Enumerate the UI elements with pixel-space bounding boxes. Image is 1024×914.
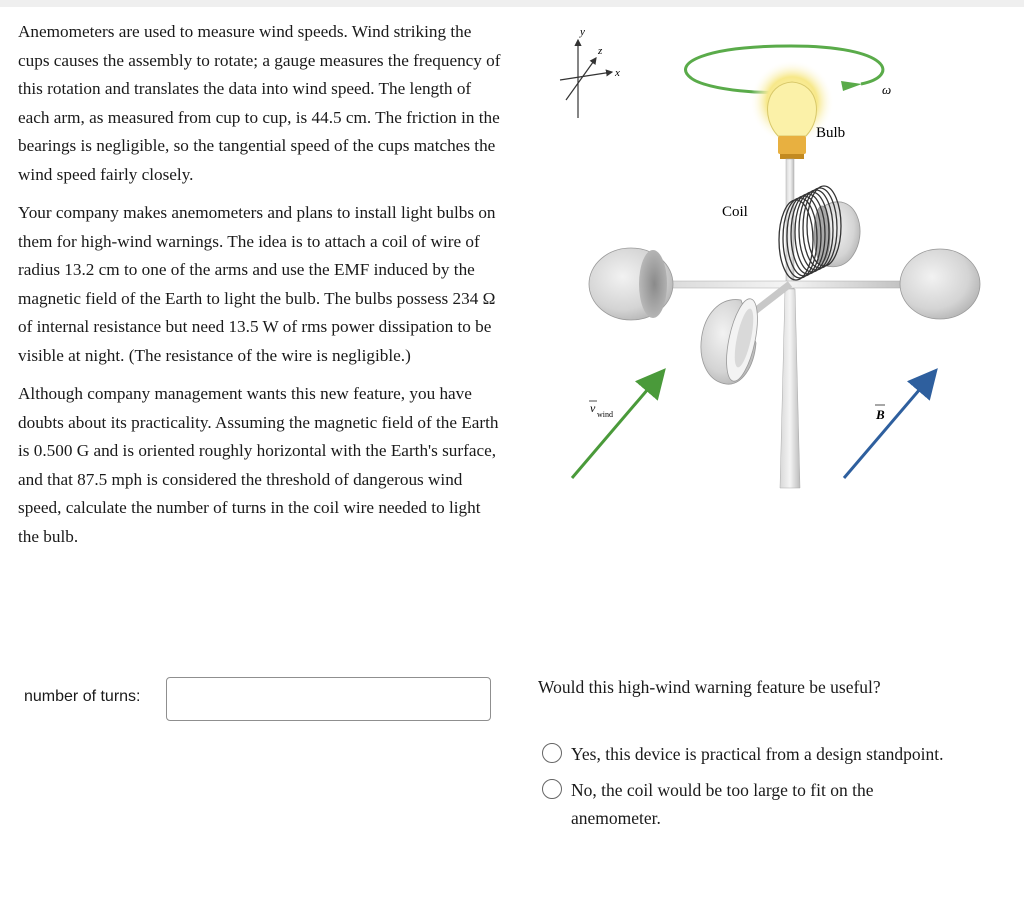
- top-bar: [0, 0, 1024, 7]
- radio-no[interactable]: [542, 779, 562, 799]
- axes-icon: [560, 26, 620, 118]
- axis-y-label: y: [580, 26, 585, 38]
- bulb-icon: [768, 82, 817, 159]
- problem-paragraph-3: Although company management wants this new feature, you have doubts about its practicality. Assuming the magnetic field of the Earth is 0.500 G and is oriented roughly horizontal with the Earth's surface, and that 87.5 mph is considered the threshold of dangerous wind speed, calculate the number of turns in the coil wire needed to light the bulb.: [18, 384, 499, 546]
- option-no[interactable]: [542, 776, 902, 832]
- b-label: B: [876, 407, 885, 422]
- cup-right: [900, 249, 980, 319]
- turns-label: number of turns:: [24, 688, 141, 705]
- option-yes[interactable]: [542, 740, 1002, 768]
- radio-yes[interactable]: [542, 743, 562, 763]
- cup-left: [589, 248, 673, 320]
- problem-paragraph-1: Anemometers are used to measure wind speeds. Wind striking the cups causes the assembly to rotate; a gauge measures the frequency of this rotation and translates the data into wind speed. The length of each arm, as measured from cup to cup, is 44.5 cm. The friction in the bearings is negligible, so the tangential speed of the cups matches the wind speed fairly closely.: [18, 22, 501, 184]
- option-yes-label: Yes, this device is practical from a design standpoint.: [571, 744, 944, 764]
- coil-label: Coil: [722, 204, 748, 220]
- turns-input[interactable]: [166, 677, 491, 721]
- svg-text:v: v: [590, 401, 596, 415]
- v-wind-label: [589, 401, 613, 419]
- bulb-label: Bulb: [816, 125, 846, 141]
- problem-text: [18, 18, 503, 561]
- anemometer-figure: [556, 18, 996, 518]
- omega-label: ω: [882, 82, 892, 97]
- b-field-arrow-icon: [844, 375, 932, 478]
- pole-lower: [780, 289, 800, 488]
- problem-paragraph-2: Your company makes anemometers and plans to install light bulbs on them for high-wind warnings. The idea is to attach a coil of wire of radius 13.2 cm to one of the arms and use the EMF induced by the magnetic field of the Earth to light the bulb. The bulbs possess 234 Ω of internal resistance but need 13.5 W of rms power dissipation to be visible at night. (The resistance of the wire is negligible.): [18, 203, 496, 365]
- svg-text:wind: wind: [597, 410, 613, 419]
- option-no-label: No, the coil would be too large to fit on the anemometer.: [571, 780, 874, 828]
- axis-z-label: z: [598, 45, 603, 57]
- axis-x-label: x: [615, 67, 620, 79]
- wind-arrow-icon: [572, 375, 660, 478]
- cup-front: [701, 296, 764, 384]
- usefulness-question: Would this high-wind warning feature be useful?: [538, 677, 881, 697]
